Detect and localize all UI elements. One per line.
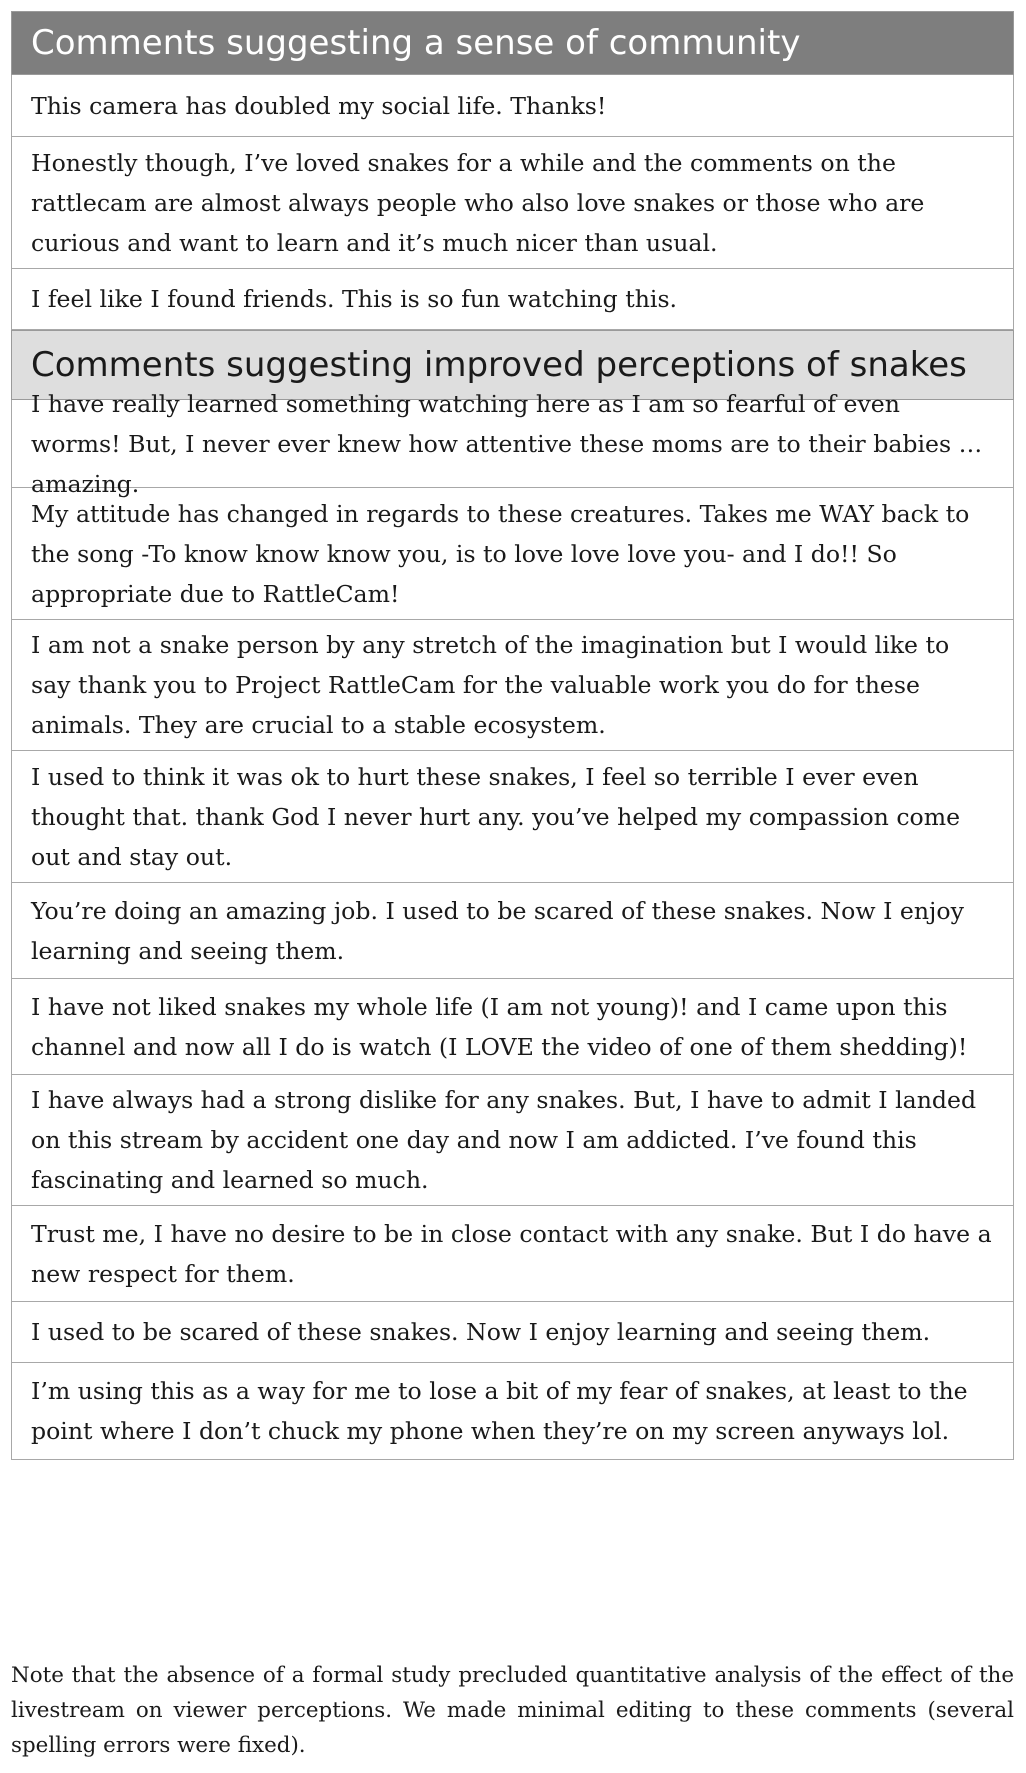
comments-table	[11, 11, 1014, 1460]
comment-text: My attitude has changed in regards to these creatures. Takes me WAY back to the song -To know know know you, is to love love love you- and I do!! So appropriate due to RattleCam!	[31, 499, 970, 608]
table-row	[11, 620, 1014, 751]
comment-text: I’m using this as a way for me to lose a bit of my fear of snakes, at least to the point where I don’t chuck my phone when they’re on my screen anyways lol.	[31, 1377, 968, 1445]
table-row	[11, 1302, 1014, 1363]
comment-text: I have always had a strong dislike for any snakes. But, I have to admit I landed on this stream by accident one day and now I am addicted. I’ve found this fascinating and learned so much.	[31, 1086, 977, 1194]
table-row	[11, 979, 1014, 1075]
comment-text: I am not a snake person by any stretch of the imagination but I would like to say thank you to Project RattleCam for the valuable work you do for these animals. They are crucial to a stable ecosystem.	[31, 631, 950, 739]
comment-text: Trust me, I have no desire to be in close contact with any snake. But I do have a new respect for them.	[31, 1219, 992, 1288]
table-row	[11, 1363, 1014, 1460]
comment-text: I have not liked snakes my whole life (I am not young)! and I came upon this channel and now all I do is watch (I LOVE the video of one of them shedding)!	[31, 992, 968, 1061]
comment-text: Honestly though, I’ve loved snakes for a while and the comments on the rattlecam are almost always people who also love snakes or those who are curious and want to learn and it’s much nicer than usual.	[31, 148, 925, 257]
table-row	[11, 137, 1014, 269]
comment-text: I have really learned something watching here as I am so fearful of even worms! But, I never ever knew how attentive these moms are to their babies … amazing.	[31, 389, 983, 498]
table-row	[11, 269, 1014, 330]
comment-text: You’re doing an amazing job. I used to be scared of these snakes. Now I enjoy learning and seeing them.	[31, 896, 964, 965]
table-row	[11, 883, 1014, 979]
comment-text: I used to be scared of these snakes. Now I enjoy learning and seeing them.	[31, 1318, 931, 1346]
section-title: Comments suggesting improved perceptions of snakes	[31, 344, 967, 385]
comment-text: This camera has doubled my social life. Thanks!	[31, 91, 607, 120]
table-note: Note that the absence of a formal study precluded quantitative analysis of the effect of the livestream on viewer perceptions. We made minimal editing to these comments (several spelling errors were fixed).	[11, 1663, 1014, 1758]
table-row	[11, 75, 1014, 137]
table-row	[11, 751, 1014, 883]
table-row	[11, 1206, 1014, 1302]
section-title: Comments suggesting a sense of community	[31, 22, 801, 63]
comment-text: I used to think it was ok to hurt these snakes, I feel so terrible I ever even thought that. thank God I never hurt any. you’ve helped my compassion come out and stay out.	[31, 762, 961, 871]
table-row	[11, 488, 1014, 620]
table-row	[11, 389, 1014, 498]
table-row	[11, 1075, 1014, 1206]
comment-text: I feel like I found friends. This is so fun watching this.	[31, 285, 678, 313]
section-header-community	[11, 11, 1014, 75]
